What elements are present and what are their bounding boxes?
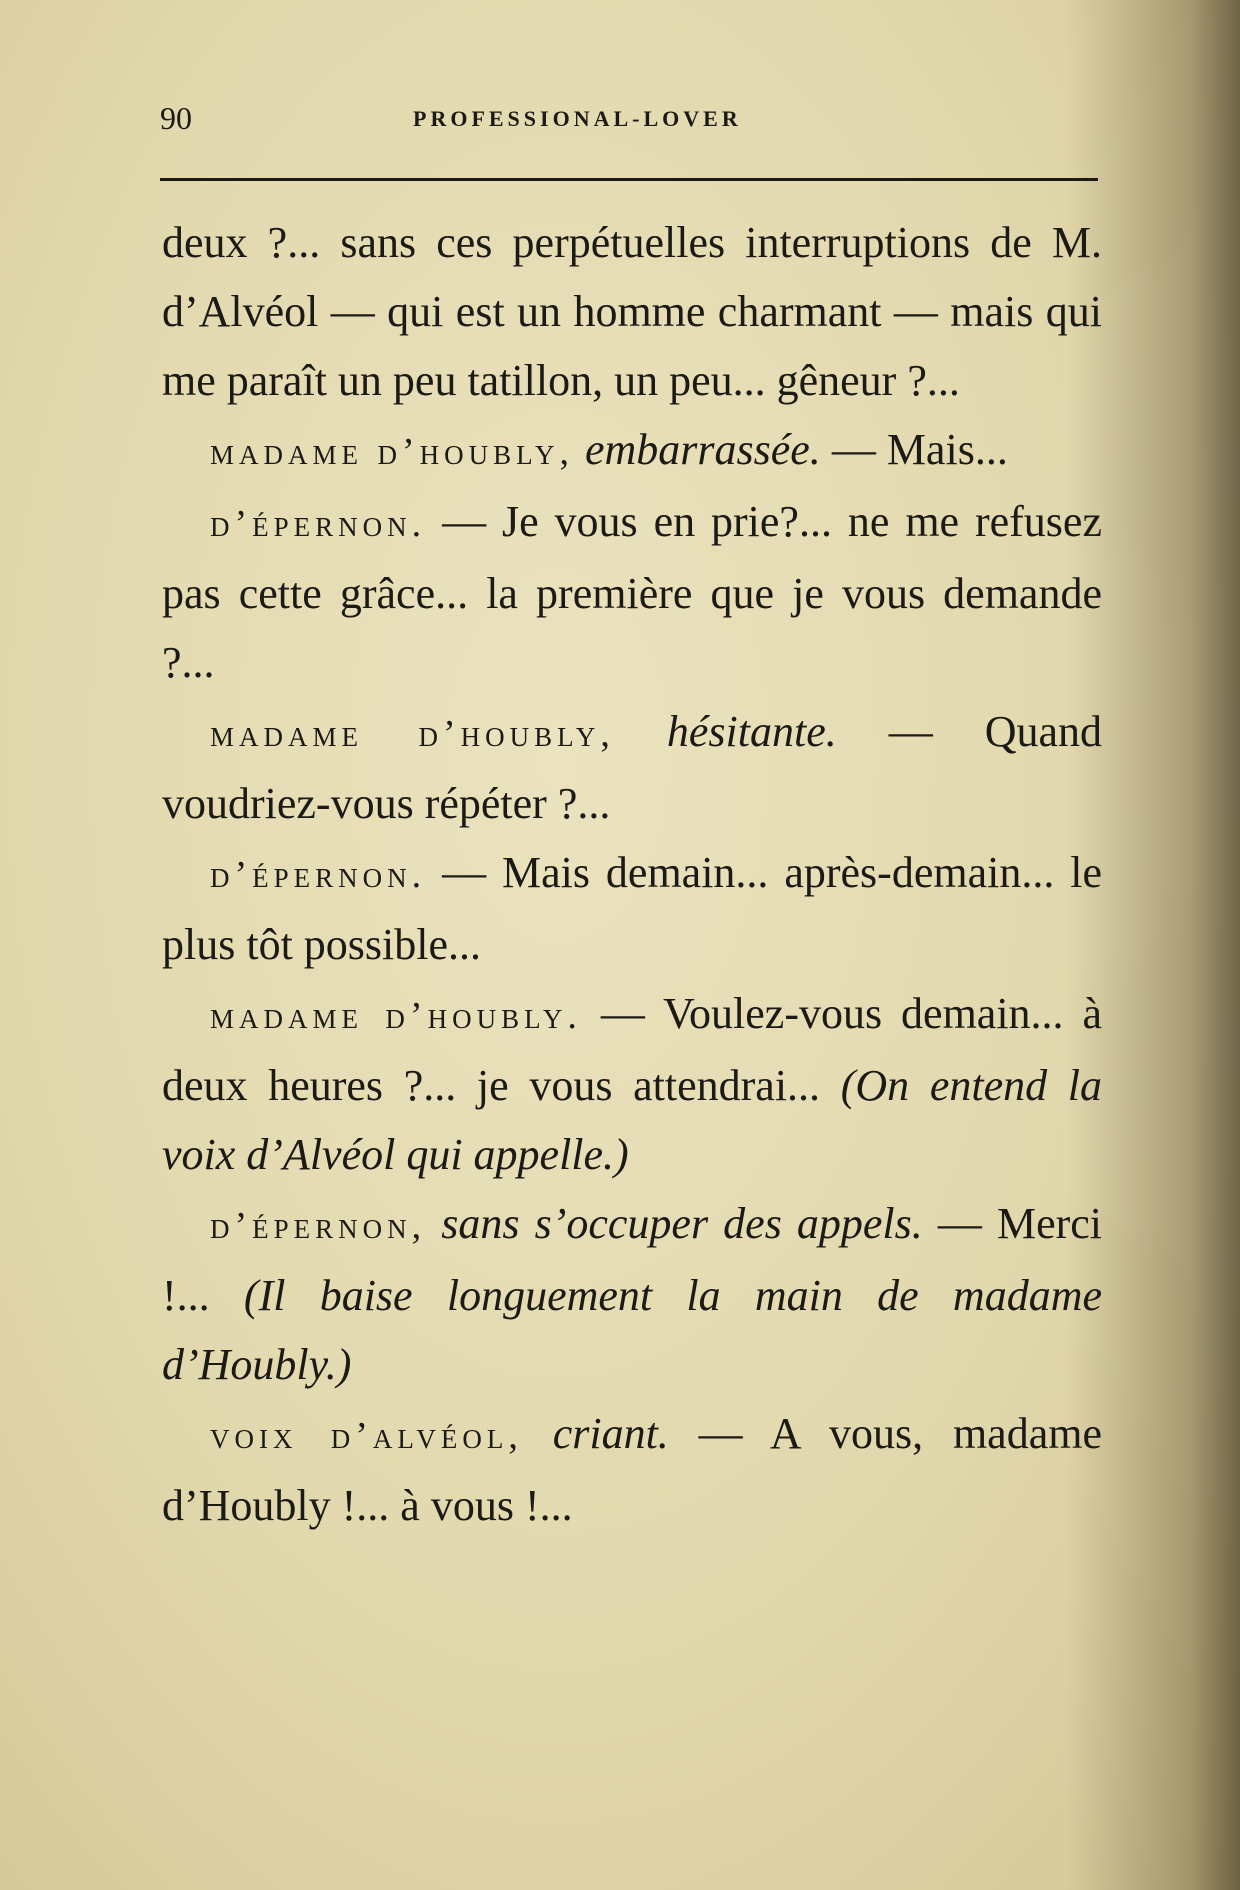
dialogue-text: — Mais demain... après-demain... le plus tôt possible... <box>162 848 1102 969</box>
running-title: PROFESSIONAL-LOVER <box>413 106 742 131</box>
stage-direction: hésitante. <box>666 707 837 756</box>
dialogue-text: — Voulez-vous demain... à deux heures ?... je vous attendrai... <box>162 989 1103 1110</box>
page-header <box>160 100 1098 140</box>
dialogue-line <box>162 1399 1102 1540</box>
dialogue-line <box>162 487 1102 697</box>
page-text <box>162 208 1102 1540</box>
stage-direction: (Il baise longuement la main de madame d’Houbly.) <box>162 1271 1102 1389</box>
dialogue-text: — Merci !... <box>162 1199 1103 1320</box>
stage-direction: (On entend la voix d’Alvéol qui appelle.) <box>162 1061 1102 1179</box>
dialogue-text: — Mais... <box>820 425 1008 474</box>
stage-direction: embarrassée. <box>584 425 821 474</box>
dialogue-text: — A vous, madame d’Houbly !... à vous !... <box>162 1409 1102 1530</box>
dialogue-line <box>162 979 1102 1189</box>
header-rule <box>160 178 1098 181</box>
speaker-name: d’épernon. <box>210 503 427 545</box>
speaker-name: madame d’houbly, <box>210 431 574 473</box>
stage-direction: criant. <box>552 1409 669 1458</box>
speaker-name: voix d’alvéol, <box>210 1415 523 1457</box>
paragraph-text: deux ?... sans ces perpétuelles interruptions de M. d’Alvéol — qui est un homme charmant — mais qui me paraît un peu tatillon, un peu... gêneur ?... <box>162 218 1102 405</box>
paragraph <box>162 208 1102 415</box>
dialogue-text: — Quand voudriez-vous répéter ?... <box>162 707 1102 828</box>
dialogue-text: — Je vous en prie?... ne me refusez pas cette grâce... la première que je vous demande ?... <box>162 497 1102 687</box>
speaker-name: d’épernon. <box>210 854 427 896</box>
dialogue-line <box>162 697 1102 838</box>
speaker-name: madame d’houbly. <box>210 995 582 1037</box>
dialogue-line <box>162 415 1102 487</box>
speaker-name: d’épernon, <box>210 1205 427 1247</box>
stage-direction: sans s’occuper des appels. <box>441 1199 923 1248</box>
page-number: 90 <box>160 100 192 136</box>
speaker-name: madame d’houbly, <box>210 713 615 755</box>
dialogue-line <box>162 838 1102 979</box>
dialogue-line <box>162 1189 1102 1399</box>
